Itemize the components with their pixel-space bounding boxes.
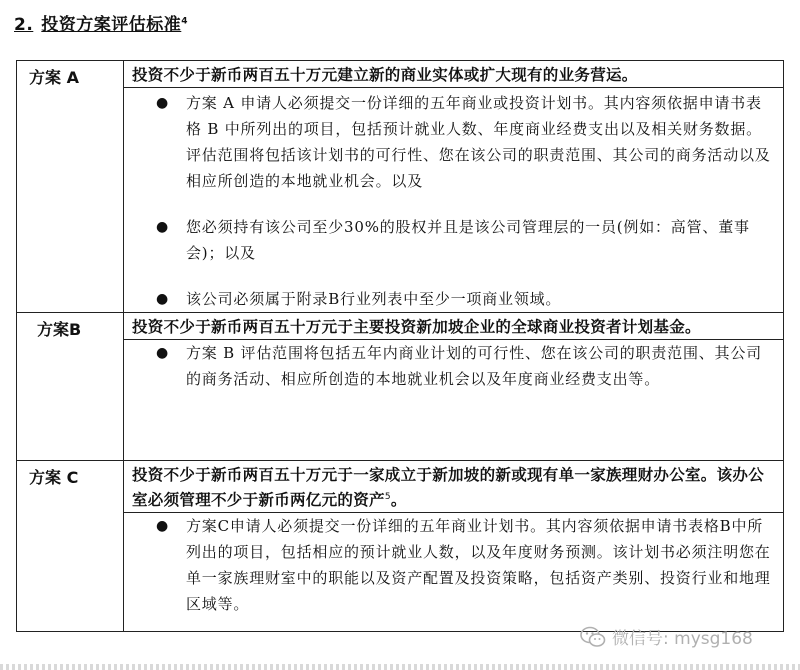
bullet-icon: ● [156, 95, 170, 111]
section-number: 2. [14, 15, 34, 35]
bullet-icon: ● [156, 291, 170, 307]
plan-a-body [124, 88, 784, 313]
plan-b-bullets [124, 340, 783, 460]
section-heading [14, 10, 188, 35]
list-item: ● 方案C申请人必须提交一份详细的五年商业计划书。其内容须依据申请书表格B中所列出的项目，包括相应的预计就业人数，以及年度财务预测。该计划书必须注明您在单一家族理财室中的职能以及资产配置及投资策略，包括资产类别、投资行业和地理区域等。 [124, 513, 783, 617]
plan-a-label: 方案 A [17, 61, 124, 313]
list-item: ● 方案 A 申请人必须提交一份详细的五年商业或投资计划书。其内容须依据申请书表格 B 中所列出的项目，包括预计就业人数、年度商业经费支出以及相关财务数据。评估范围将包括该计划书的可行性、您在该公司的职责范围、其公司的商务活动以及相应所创造的本地就业机会。以及 [124, 90, 783, 194]
plan-c-row [17, 461, 784, 513]
bottom-edge-strip [0, 664, 800, 670]
plan-b-body [124, 340, 784, 461]
list-item: ● 该公司必须属于附录B行业列表中至少一项商业领域。 [124, 286, 783, 312]
plan-c-label: 方案 C [17, 461, 124, 632]
plan-c-bullets [124, 513, 783, 631]
wechat-icon [580, 626, 606, 648]
bullet-icon: ● [156, 518, 170, 535]
plans-table [16, 60, 784, 632]
plan-c-body [124, 513, 784, 632]
plan-b-headline: 投资不少于新币两百五十万元于主要投资新加坡企业的全球商业投资者计划基金。 [124, 313, 784, 340]
bullet-icon: ● [156, 219, 170, 235]
plan-a-bullets [124, 90, 783, 312]
list-item: ● 您必须持有该公司至少30%的股权并且是该公司管理层的一员(例如：高管、董事会)；以及 [124, 214, 783, 266]
watermark-text: 微信号: mysg168 [612, 629, 753, 649]
plan-b-label: 方案B [17, 313, 124, 461]
list-item: ● 方案 B 评估范围将包括五年内商业计划的可行性、您在该公司的职责范围、其公司的商务活动、相应所创造的本地就业机会以及年度商业经费支出等。 [124, 340, 783, 392]
watermark [580, 624, 753, 649]
plan-a-headline: 投资不少于新币两百五十万元建立新的商业实体或扩大现有的业务营运。 [124, 61, 784, 88]
plan-b-row [17, 313, 784, 340]
section-footnote: 4 [181, 16, 189, 27]
plan-c-headline: 投资不少于新币两百五十万元于一家成立于新加坡的新或现有单一家族理财办公室。该办公室必须管理不少于新币两亿元的资产$^5$。 [124, 461, 784, 513]
section-title: 投资方案评估标准 [41, 15, 182, 35]
plan-c-footnote: 5 [384, 492, 391, 502]
bullet-icon: ● [156, 345, 170, 361]
plan-a-row [17, 61, 784, 88]
